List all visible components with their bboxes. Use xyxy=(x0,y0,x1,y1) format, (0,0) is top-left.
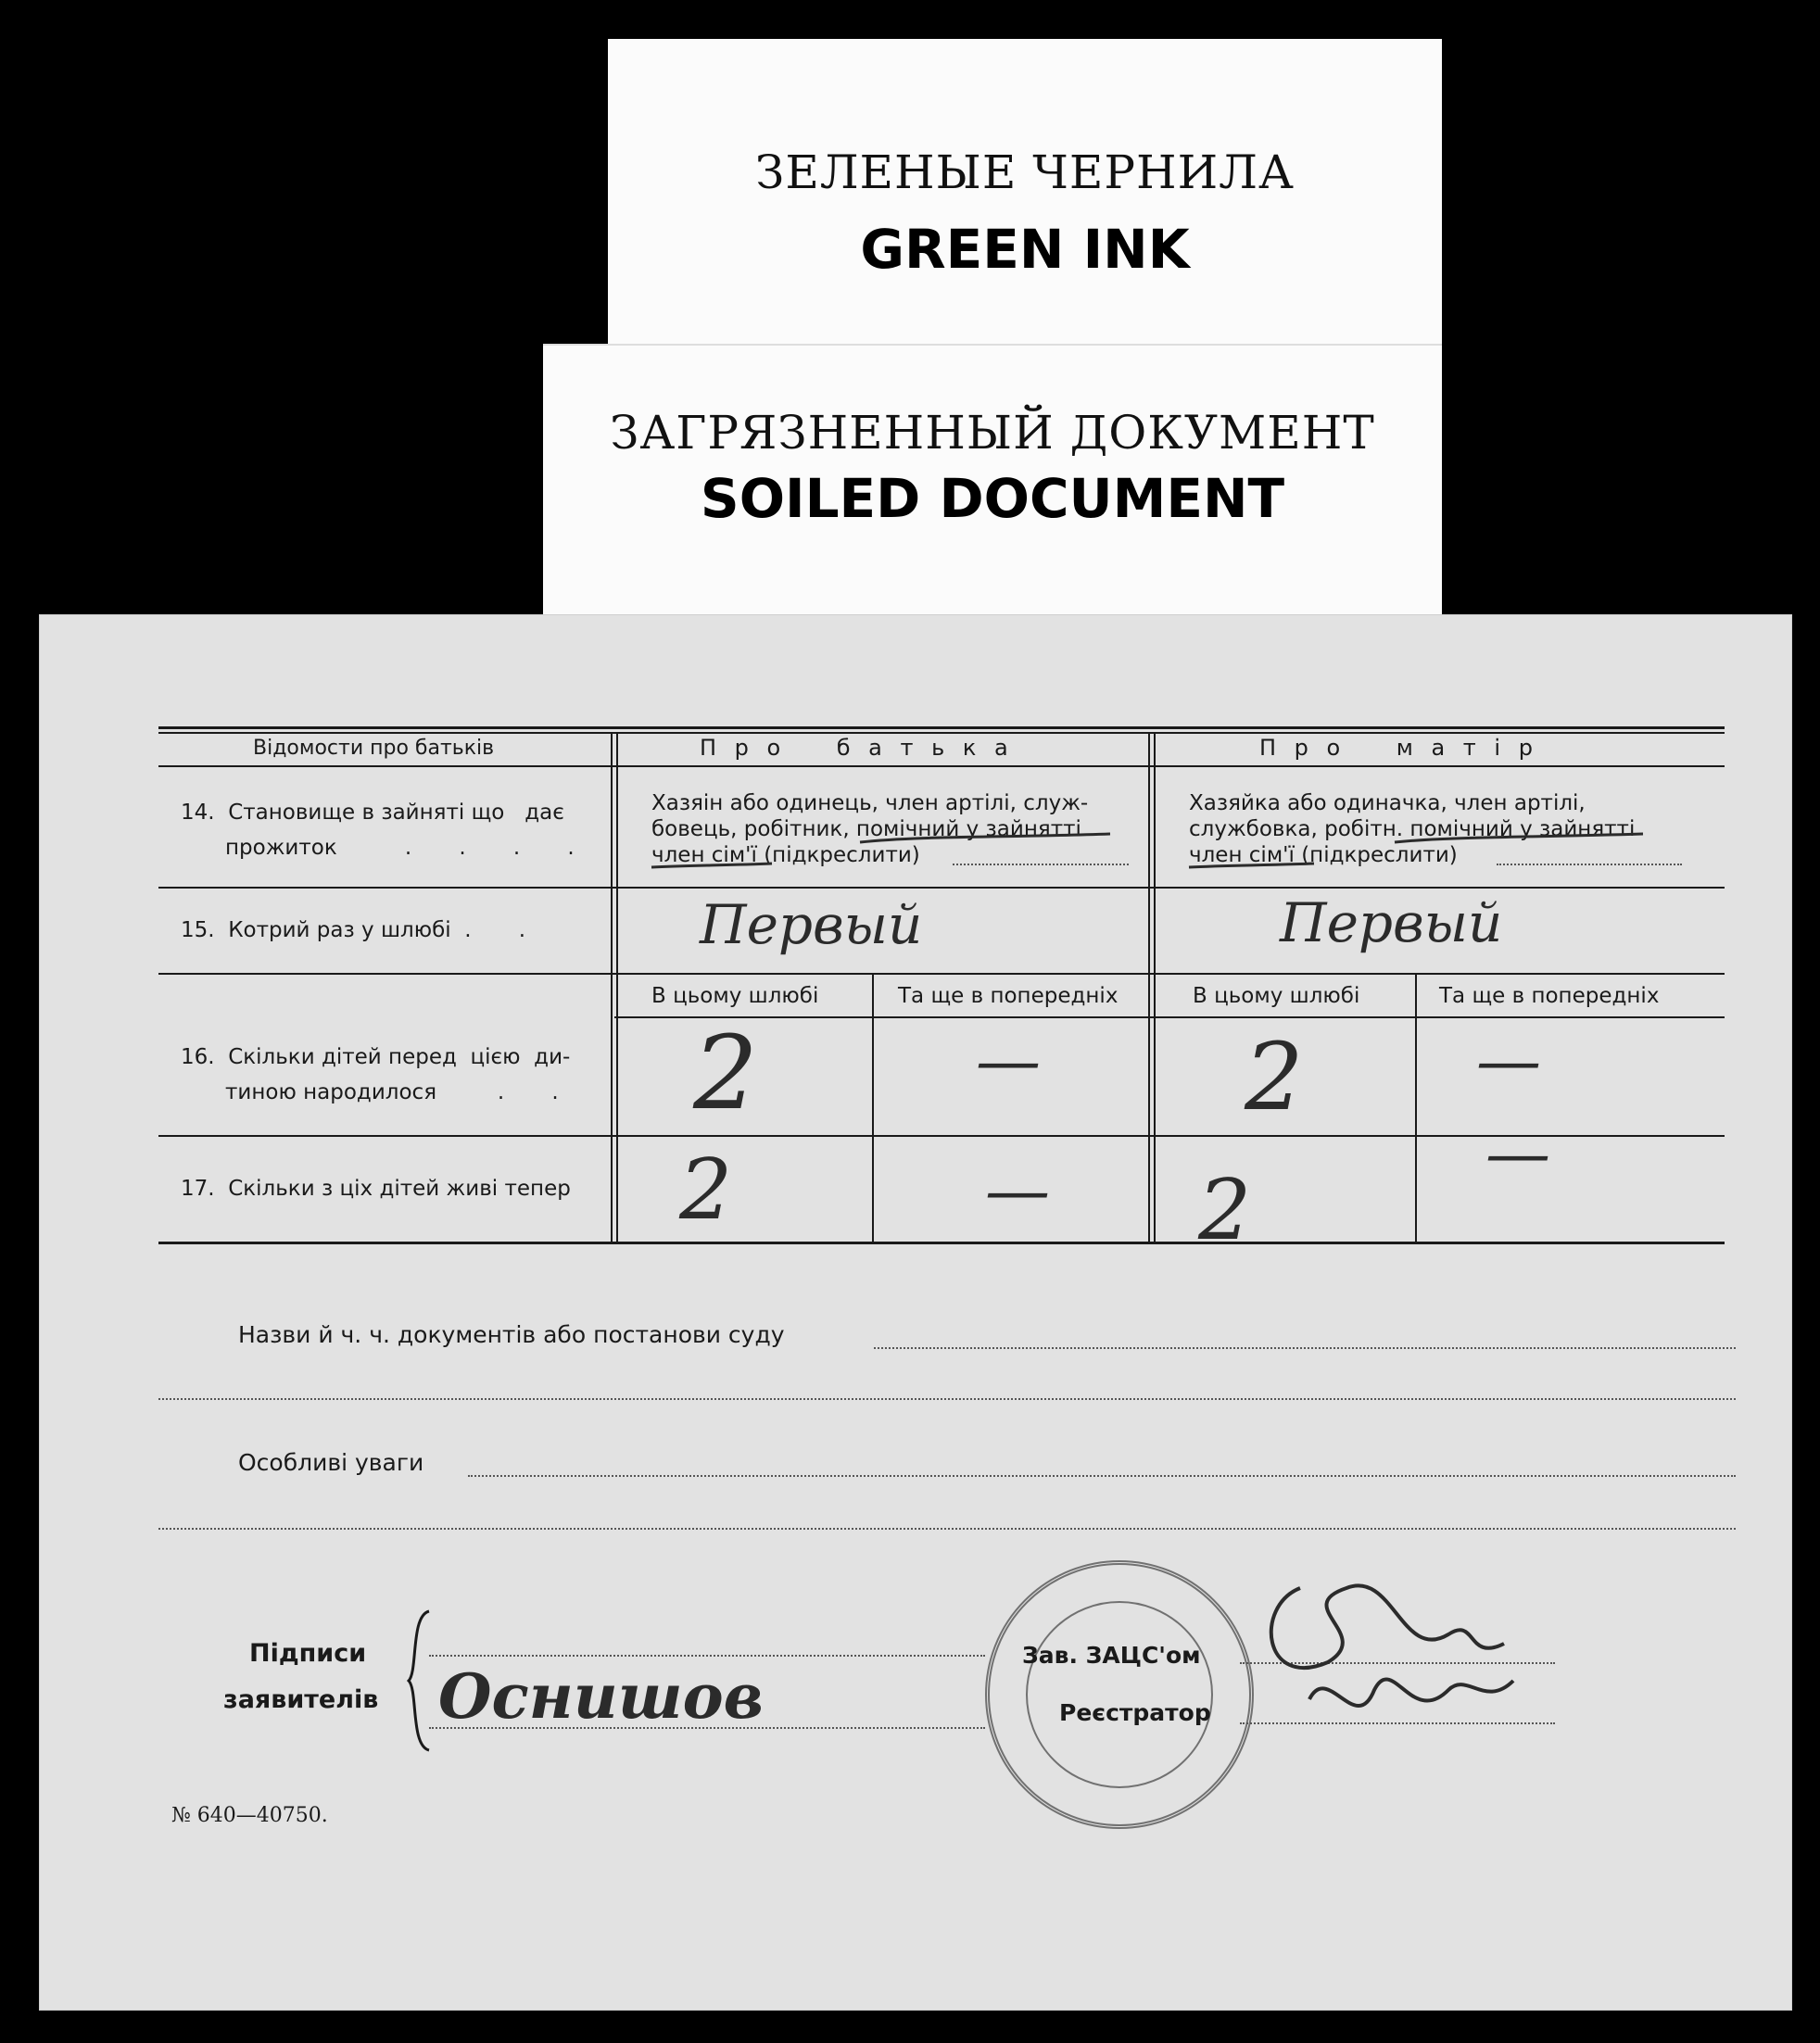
row14-father-line2: бовець, робітник, помічний у зайнятті xyxy=(651,817,1081,841)
row16-label-line2: тиною народилося . . xyxy=(225,1080,559,1104)
row17-father-previous: — xyxy=(985,1153,1050,1229)
official-round-stamp xyxy=(985,1560,1254,1829)
soiled-document-label-ru: ЗАГРЯЗНЕННЫЙ ДОКУМЕНТ xyxy=(610,406,1375,460)
row14-father-line1: Хазяін або одинець, член артілі, служ- xyxy=(651,791,1089,815)
soiled-document-label-card xyxy=(543,346,1442,614)
row14-father-line3: член сім'ї (підкреслити) xyxy=(651,843,920,867)
row16-mother-previous: — xyxy=(1476,1023,1541,1099)
row15-label: 15. Котрий раз у шлюбі . . xyxy=(181,918,526,942)
subheader-father-previous: Та ще в попередніх xyxy=(898,984,1119,1008)
official-signatures xyxy=(1235,1551,1550,1746)
subheader-mother-previous: Та ще в попередніх xyxy=(1439,984,1660,1008)
row16-mother-this-marriage: 2 xyxy=(1245,1023,1304,1131)
row17-mother-previous: — xyxy=(1485,1116,1550,1192)
row14-mother-line2: службовка, робітн. помічний у зайнятті xyxy=(1189,817,1636,841)
row17-mother-this-marriage: 2 xyxy=(1198,1162,1252,1259)
row14-label-line1: 14. Становище в зайняті що дає xyxy=(181,801,564,825)
green-ink-label-card xyxy=(608,39,1442,354)
form-number: № 640—40750. xyxy=(171,1804,328,1827)
documents-field-line2 xyxy=(158,1398,1736,1400)
row16-label-line1: 16. Скільки дітей перед цією ди- xyxy=(181,1045,571,1069)
remarks-field-label: Особливі уваги xyxy=(238,1449,424,1476)
registration-form-sheet xyxy=(39,614,1792,2011)
row17-label: 17. Скільки з ціх дітей живі тепер xyxy=(181,1177,571,1201)
row14-label-line2: прожиток . . . . xyxy=(225,836,575,860)
applicant-signature: Оснишов xyxy=(438,1660,764,1733)
row15-father-value: Первый xyxy=(700,893,923,956)
row17-father-this-marriage: 2 xyxy=(679,1141,733,1239)
applicants-label-line2: заявителів xyxy=(223,1685,379,1714)
header-about-father: П р о б а т ь к а xyxy=(700,735,1014,761)
documents-field-line1 xyxy=(874,1347,1736,1349)
stamp-rings xyxy=(990,1565,1249,1824)
header-parents-info: Відомости про батьків xyxy=(253,737,495,760)
subheader-mother-this-marriage: В цьому шлюбі xyxy=(1193,984,1360,1008)
remarks-field-line2 xyxy=(158,1528,1736,1530)
row16-father-this-marriage: 2 xyxy=(693,1014,758,1132)
applicants-brace xyxy=(401,1607,438,1755)
row15-mother-value: Первый xyxy=(1280,891,1503,954)
documents-field-label: Назви й ч. ч. документів або постанови суду xyxy=(238,1321,785,1348)
row14-mother-line3: член сім'ї (підкреслити) xyxy=(1189,843,1458,867)
soiled-document-label-en: SOILED DOCUMENT xyxy=(700,467,1285,530)
green-ink-label-ru: ЗЕЛЕНЫЕ ЧЕРНИЛА xyxy=(755,145,1295,199)
subheader-father-this-marriage: В цьому шлюбі xyxy=(651,984,819,1008)
remarks-field-line1 xyxy=(468,1475,1736,1477)
head-of-registry-label: Зав. ЗАЦС'ом xyxy=(1022,1642,1201,1669)
applicants-label-line1: Підписи xyxy=(249,1639,367,1668)
applicant-signature-line1 xyxy=(429,1655,985,1657)
row14-mother-line1: Хазяйка або одиначка, член артілі, xyxy=(1189,791,1586,815)
row16-father-previous: — xyxy=(976,1023,1041,1099)
header-about-mother: П р о м а т і р xyxy=(1259,735,1538,761)
green-ink-label-en: GREEN INK xyxy=(860,218,1190,281)
registrar-label: Реєстратор xyxy=(1059,1699,1211,1726)
